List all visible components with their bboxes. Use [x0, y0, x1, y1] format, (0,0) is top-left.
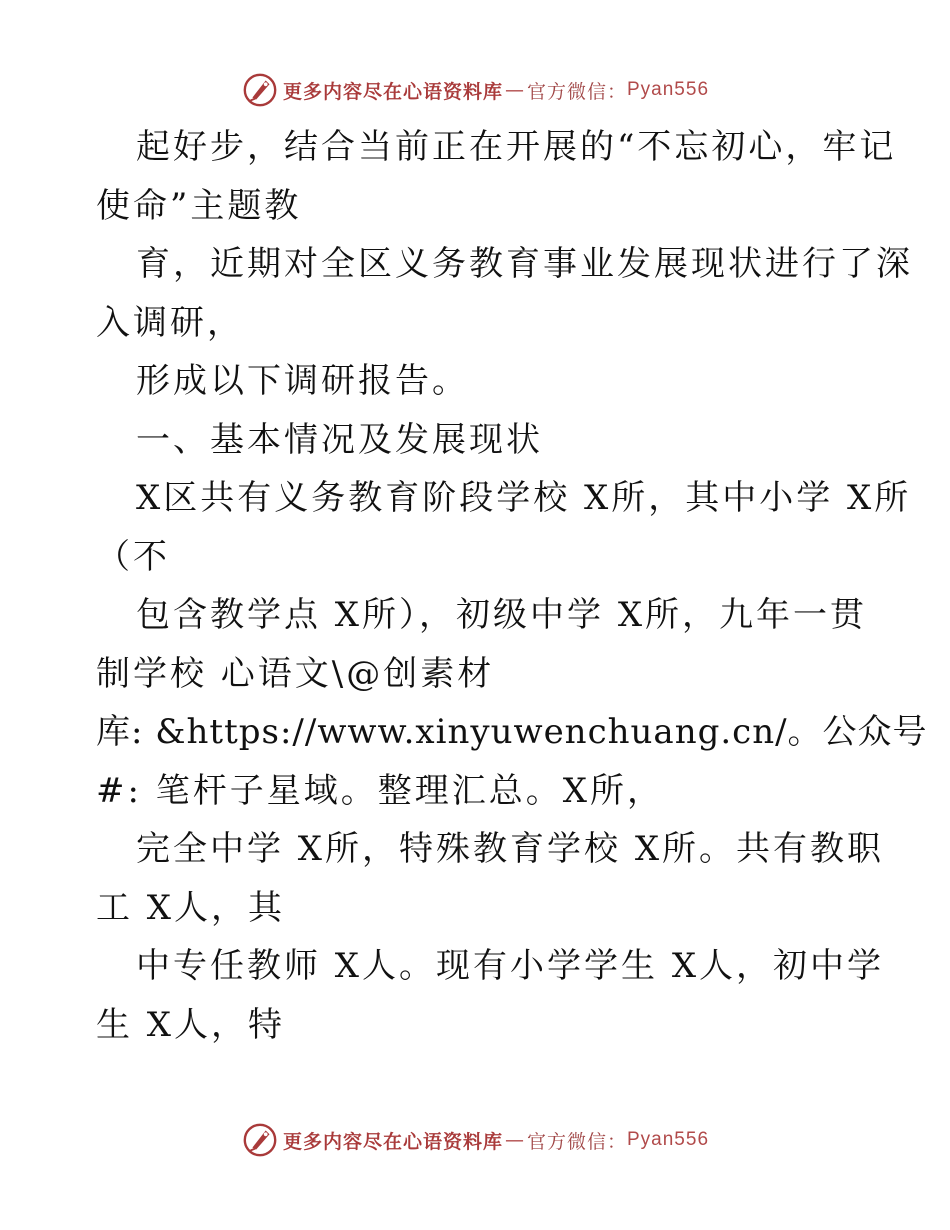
- pen-nib-logo-icon: [241, 1121, 279, 1159]
- body-line: （不: [96, 536, 170, 577]
- body-line: 使命”主题教: [96, 185, 302, 226]
- banner-brand-text: 更多内容尽在心语资料库: [282, 80, 503, 103]
- footer-banner: [0, 1118, 950, 1162]
- body-line: 工 X人，其: [96, 887, 286, 928]
- body-line: 入调研，: [96, 302, 244, 343]
- body-line: 中专任教师 X人。现有小学学生 X人，初中学: [136, 946, 885, 986]
- banner-wechat-id: Pyan556: [627, 79, 710, 100]
- section-heading: 一、基本情况及发展现状: [136, 419, 543, 460]
- body-line: X区共有义务教育阶段学校 X所，其中小学 X所: [136, 478, 912, 518]
- banner-wechat-label: 官方微信：: [526, 80, 627, 103]
- body-line: 形成以下调研报告。: [136, 361, 469, 401]
- banner-wechat-id: Pyan556: [627, 1129, 710, 1150]
- body-line: #: 笔杆子星域。整理汇总。X所，: [96, 770, 664, 811]
- body-line: 完全中学 X所，特殊教育学校 X所。共有教职: [136, 829, 885, 869]
- banner-wechat-label: 官方微信：: [526, 1130, 627, 1153]
- body-line: 库: &https://www.xinyuwenchuang.cn/。公众号: [96, 712, 928, 752]
- body-line: 包含教学点 X所），初级中学 X所，九年一贯: [136, 595, 868, 635]
- document-body: [96, 118, 928, 1054]
- banner-separator: —: [504, 79, 525, 101]
- banner-brand-text: 更多内容尽在心语资料库: [282, 1130, 503, 1153]
- body-line: 育，近期对全区义务教育事业发展现状进行了深: [136, 244, 913, 284]
- header-banner: [0, 68, 950, 112]
- body-line: 制学校 心语文\@创素材: [96, 653, 495, 694]
- body-line: 起好步，结合当前正在开展的“不忘初心，牢记: [136, 127, 897, 167]
- banner-separator: —: [504, 1129, 525, 1151]
- body-line: 生 X人，特: [96, 1004, 286, 1045]
- pen-nib-logo-icon: [241, 71, 279, 109]
